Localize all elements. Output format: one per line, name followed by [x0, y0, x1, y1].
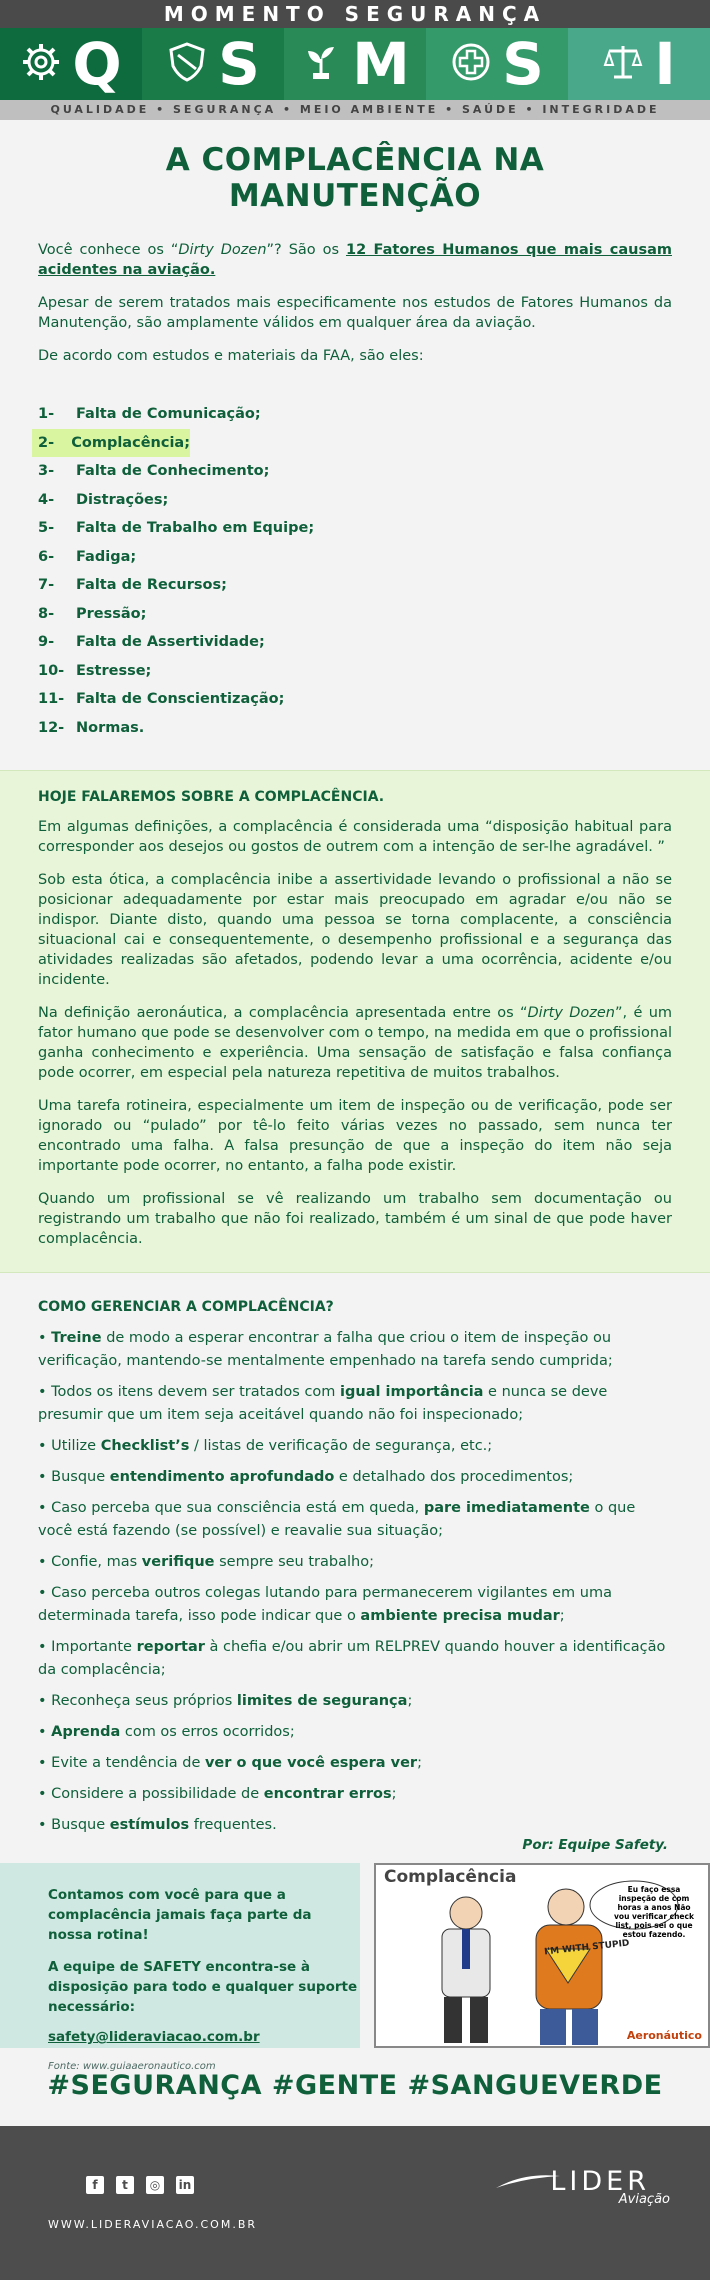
tip-item: • Busque estímulos frequentes. [38, 1817, 277, 1833]
list-item: 12- Normas. [38, 719, 145, 736]
footer [0, 2126, 710, 2280]
shield-icon [166, 41, 208, 87]
list-item: 8- Pressão; [38, 605, 147, 622]
tip-item: • Treine de modo a esperar encontrar a falha que criou o item de inspeção ou verificação, mantendo-se mentalmente empenhado na tarefa sendo cumprida; [38, 1330, 613, 1369]
section-heading: COMO GERENCIAR A COMPLACÊNCIA? [38, 1299, 334, 1315]
website-link[interactable]: WWW.LIDERAVIACAO.COM.BR [48, 2218, 258, 2231]
tile-quality [0, 28, 142, 100]
intro-highlight: 12 Fatores Humanos que mais causam acidentes na aviação. [38, 242, 672, 278]
tile-letter: S [502, 30, 544, 98]
cartoon-title: Complacência [384, 1867, 517, 1887]
intro-paragraph: Você conhece os “Dirty Dozen”? São os 12 Fatores Humanos que mais causam acidentes na aviação. [38, 242, 672, 278]
speech-bubble: Eu faço essa inspeção de com horas a anos Não vou verificar check list, pois sei o que estou fazendo. [614, 1885, 694, 1939]
closing-box [0, 1863, 360, 2072]
medical-cross-icon [450, 41, 492, 87]
list-item: 11- Falta de Conscientização; [38, 691, 285, 708]
shirt-text: I'M WITH STUPID [543, 1938, 630, 1958]
header [0, 0, 710, 120]
tip-item: • Caso perceba outros colegas lutando para permanecerem vigilantes em uma determinada tarefa, isso pode indicar que o ambiente precisa mudar; [38, 1585, 612, 1624]
tile-safety [142, 28, 284, 100]
manage-section [0, 1273, 710, 1853]
scales-icon [602, 41, 644, 87]
page-title: A COMPLACÊNCIA NA MANUTENÇÃO [165, 142, 545, 214]
list-item-highlighted: 2- Complacência; [32, 429, 190, 458]
tile-integrity [568, 28, 710, 100]
tip-item: • Considere a possibilidade de encontrar erros; [38, 1786, 397, 1802]
header-title: MOMENTO SEGURANÇA [0, 0, 710, 28]
plant-icon [300, 41, 342, 87]
brand-subtitle: Aviação [618, 2192, 670, 2207]
list-item: 1- Falta de Comunicação; [38, 406, 261, 423]
closing-row [0, 1863, 710, 2072]
list-item: 3- Falta de Conhecimento; [38, 463, 270, 480]
facebook-icon[interactable]: f [86, 2176, 104, 2194]
list-item: 6- Fadiga; [38, 548, 137, 565]
complacencia-section [0, 770, 710, 1273]
tile-letter: M [352, 30, 410, 98]
list-item: 9- Falta de Assertividade; [38, 634, 265, 651]
tile-letter: S [218, 30, 260, 98]
list-item: 7- Falta de Recursos; [38, 577, 227, 594]
tip-item: • Reconheça seus próprios limites de segurança; [38, 1693, 413, 1709]
tip-item: • Confie, mas verifique sempre seu trabalho; [38, 1554, 374, 1570]
paragraph: Apesar de serem tratados mais especificamente nos estudos de Fatores Humanos da Manutenção, são amplamente válidos em qualquer área da aviação. [38, 295, 672, 331]
tip-item: • Evite a tendência de ver o que você espera ver; [38, 1755, 422, 1771]
paragraph: Uma tarefa rotineira, especialmente um item de inspeção ou de verificação, pode ser ignorado ou “pulado” por tê-lo feito várias vezes no passado, sem nunca ter encontrado uma falha. A falsa presunção de que a inspeção do item não seja importante pode ocorrer, no entanto, a falha pode existir. [38, 1098, 672, 1174]
tip-item: • Utilize Checklist’s / listas de verificação de segurança, etc.; [38, 1438, 493, 1454]
tip-item: • Aprenda com os erros ocorridos; [38, 1724, 295, 1740]
tile-health [426, 28, 568, 100]
cartoon-image [374, 1863, 710, 2048]
tip-item: • Caso perceba que sua consciência está em queda, pare imediatamente o que você está fazendo (se possível) e reavalie sua situação; [38, 1500, 636, 1539]
paragraph: Na definição aeronáutica, a complacência apresentada entre os “Dirty Dozen”, é um fator humano que pode se desenvolver com o tempo, na medida em que o profissional ganha conhecimento e experiência. Uma sensação de satisfação e falsa confiança pode ocorrer, em especial pela natureza repetitiva de muitos trabalhos. [38, 1005, 673, 1081]
paragraph: Quando um profissional se vê realizando um trabalho sem documentação ou registrando um trabalho que não foi realizado, também é um sinal de que pode haver complacência. [38, 1191, 672, 1247]
hashtags: #SEGURANÇA #GENTE #SANGUEVERDE [47, 2070, 663, 2101]
social-links [86, 2176, 194, 2194]
source-note: Fonte: www.guiaaeronautico.com [48, 2061, 216, 2072]
factors-list [38, 400, 672, 742]
tile-letter: Q [72, 30, 122, 98]
section-heading: HOJE FALAREMOS SOBRE A COMPLACÊNCIA. [38, 789, 385, 805]
tip-item: • Importante reportar à chefia e/ou abrir um RELPREV quando houver a identificação da complacência; [38, 1639, 666, 1678]
tile-letter: I [654, 30, 676, 98]
header-tiles [0, 28, 710, 100]
brand-logo: LIDER [550, 2166, 650, 2197]
cartoon-logo: Aeronáutico [626, 2029, 702, 2042]
tip-item: • Busque entendimento aprofundado e detalhado dos procedimentos; [38, 1469, 574, 1485]
list-item: 10- Estresse; [38, 662, 152, 679]
header-subtitle: QUALIDADE • SEGURANÇA • MEIO AMBIENTE • SAÚDE • INTEGRIDADE [0, 100, 710, 120]
tile-environment [284, 28, 426, 100]
list-item: 4- Distrações; [38, 491, 169, 508]
paragraph: De acordo com estudos e materiais da FAA, são eles: [38, 348, 424, 364]
paragraph: Sob esta ótica, a complacência inibe a assertividade levando o profissional a não se posicionar adequadamente por estar mais preocupado em agradar e/ou não se indispor. Diante disto, quando uma pessoa se torna complacente, a consciência situacional cai e consequentemente, o desempenho profissional e a segurança das atividades realizadas são afetados, podendo levar a uma ocorrência, acidente e/ou incidente. [38, 872, 672, 988]
closing-text: A equipe de SAFETY encontra-se à disposição para todo e qualquer suporte necessário: [48, 1959, 358, 2015]
main-section [0, 142, 710, 742]
linkedin-icon[interactable]: in [176, 2176, 194, 2194]
instagram-icon[interactable]: ◎ [146, 2176, 164, 2194]
paragraph: Em algumas definições, a complacência é considerada uma “disposição habitual para corresponder aos desejos ou gostos de outrem com a intenção de ser-lhe agradável. ” [38, 819, 672, 855]
byline: Por: Equipe Safety. [522, 1837, 668, 1853]
twitter-icon[interactable]: t [116, 2176, 134, 2194]
closing-text: Contamos com você para que a complacência jamais faça parte da nossa rotina! [48, 1887, 312, 1943]
email-link[interactable]: safety@lideraviacao.com.br [48, 2029, 260, 2045]
tip-item: • Todos os itens devem ser tratados com igual importância e nunca se deve presumir que um item seja aceitável quando não foi inspecionado; [38, 1384, 608, 1423]
list-item: 5- Falta de Trabalho em Equipe; [38, 520, 315, 537]
gear-icon [20, 41, 62, 87]
